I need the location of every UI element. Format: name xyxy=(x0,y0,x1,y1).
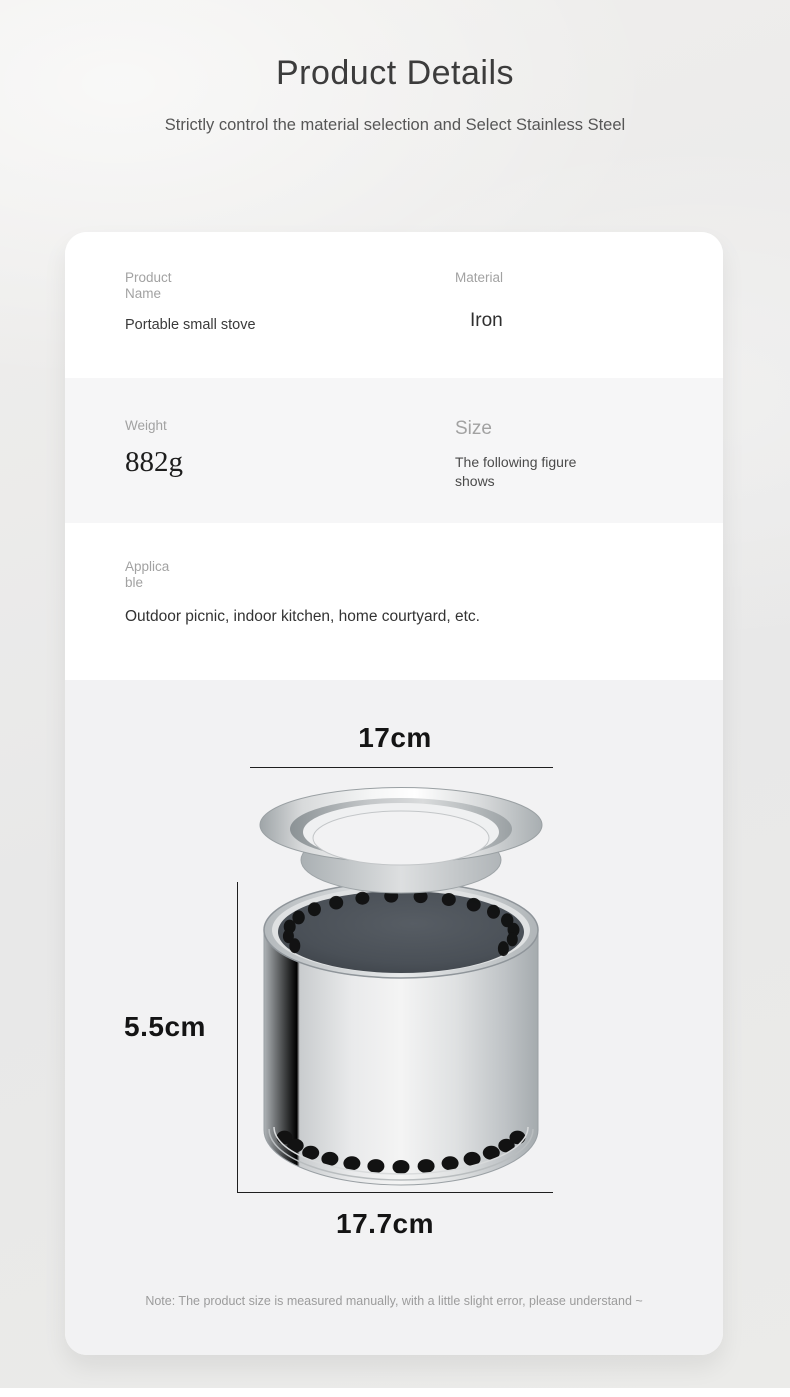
dim-line-height xyxy=(237,882,238,1192)
dimension-top-diameter: 17cm xyxy=(358,722,432,753)
spec-row-applicable xyxy=(65,523,723,680)
material-cell xyxy=(455,232,723,378)
page-title: Product Details xyxy=(275,54,515,92)
dimension-bottom-diameter: 17.7cm xyxy=(336,1208,434,1239)
product-name-cell xyxy=(65,232,455,378)
dim-line-top xyxy=(250,767,553,768)
spec-row-name-material xyxy=(65,232,723,378)
product-name-label: Product Name xyxy=(125,270,172,301)
applicable-cell xyxy=(65,523,723,680)
applicable-label: Applicable xyxy=(125,559,170,590)
weight-value: 882g xyxy=(125,445,183,478)
material-label: Material xyxy=(455,270,504,285)
size-value: The following figure shows xyxy=(455,453,577,489)
stove-lid-ring xyxy=(260,788,542,894)
weight-label: Weight xyxy=(125,418,167,433)
size-cell xyxy=(455,378,723,523)
stove-body xyxy=(264,882,538,1185)
dimension-height: 5.5cm xyxy=(124,1011,206,1042)
spec-row-weight-size xyxy=(65,378,723,523)
measurement-note: Note: The product size is measured manually, with a little slight error, please understand ~ xyxy=(145,1294,643,1308)
bottom-strip xyxy=(0,1388,790,1397)
dim-line-bottom xyxy=(237,1192,553,1193)
product-name-value: Portable small stove xyxy=(125,317,256,334)
material-value: Iron xyxy=(470,309,503,331)
spec-card xyxy=(65,232,723,1355)
size-figure xyxy=(65,680,723,1355)
applicable-value: Outdoor picnic, indoor kitchen, home courtyard, etc. xyxy=(125,608,480,626)
figure-header xyxy=(0,0,790,135)
page-subtitle: Strictly control the material selection and Select Stainless Steel xyxy=(164,116,626,134)
weight-cell xyxy=(65,378,455,523)
size-label: Size xyxy=(455,418,492,439)
